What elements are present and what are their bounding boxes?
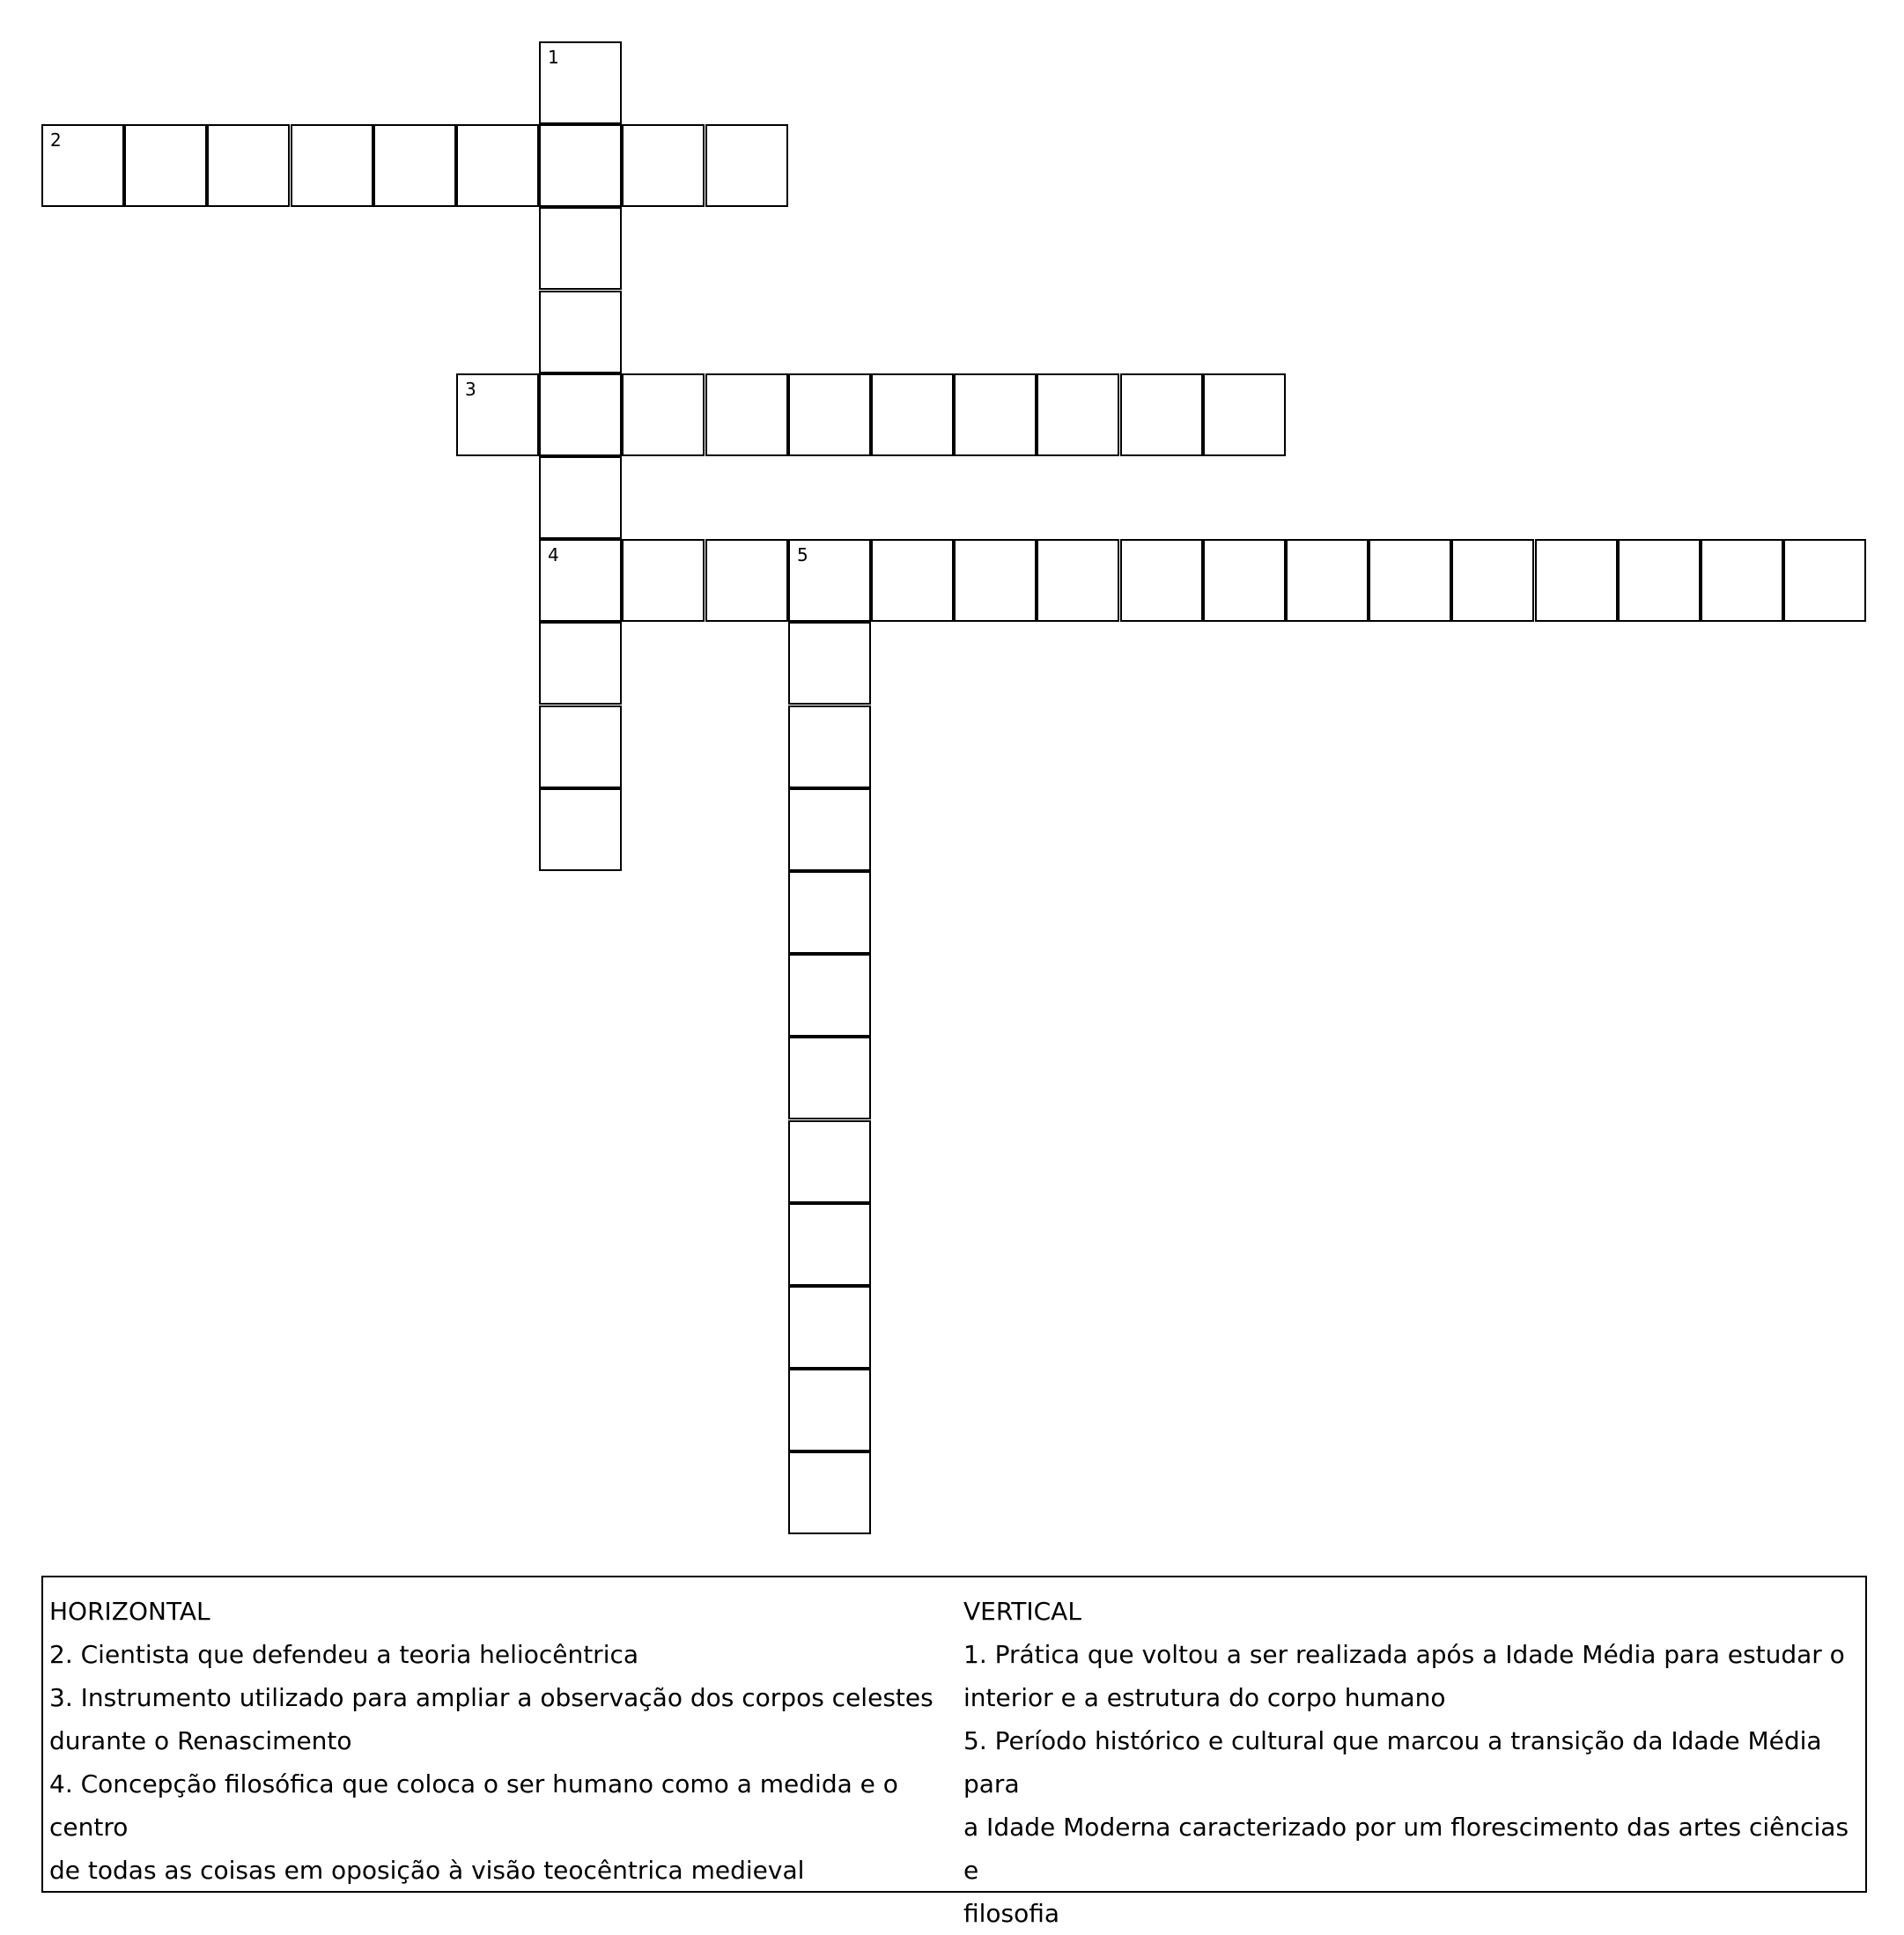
- crossword-cell[interactable]: [705, 124, 788, 207]
- crossword-cell[interactable]: [539, 373, 622, 456]
- crossword-cell[interactable]: [539, 539, 622, 622]
- vertical-clue-line: interior e a estrutura do corpo humano: [963, 1683, 1446, 1712]
- crossword-cell[interactable]: [539, 124, 622, 207]
- crossword-cell[interactable]: [1535, 539, 1618, 622]
- horizontal-clue-line: de todas as coisas em oposição à visão teocêntrica medieval: [49, 1856, 805, 1885]
- horizontal-heading: HORIZONTAL: [49, 1597, 210, 1626]
- crossword-cell[interactable]: [788, 1369, 871, 1451]
- crossword-cell[interactable]: [622, 124, 705, 207]
- crossword-cell[interactable]: [1286, 539, 1369, 622]
- crossword-cell[interactable]: [539, 41, 622, 124]
- crossword-cell[interactable]: [788, 1451, 871, 1534]
- horizontal-clues: [49, 1590, 948, 1892]
- clue-number: 4: [548, 544, 559, 565]
- horizontal-clue-line: 3. Instrumento utilizado para ampliar a observação dos corpos celestes: [49, 1683, 934, 1712]
- crossword-cell[interactable]: [622, 539, 705, 622]
- crossword-cell[interactable]: [1120, 539, 1203, 622]
- crossword-cell[interactable]: [788, 622, 871, 705]
- crossword-cell[interactable]: [871, 539, 954, 622]
- crossword-cell[interactable]: [788, 1037, 871, 1119]
- crossword-cell[interactable]: [788, 1203, 871, 1286]
- crossword-cell[interactable]: [539, 705, 622, 788]
- clues-box: [41, 1576, 1867, 1928]
- crossword-cell[interactable]: [788, 1120, 871, 1203]
- clue-number: 1: [548, 47, 559, 68]
- crossword-cell[interactable]: [539, 456, 622, 539]
- crossword-cell[interactable]: [207, 124, 290, 207]
- crossword-cell[interactable]: [1618, 539, 1701, 622]
- vertical-clue-line: 5. Período histórico e cultural que marcou a transição da Idade Média para: [963, 1726, 1822, 1798]
- crossword-cell[interactable]: [1037, 539, 1119, 622]
- clue-number: 2: [50, 129, 62, 151]
- horizontal-clue-line: durante o Renascimento: [49, 1726, 352, 1755]
- crossword-cell[interactable]: [539, 622, 622, 705]
- crossword-cell[interactable]: [788, 539, 871, 622]
- vertical-heading: VERTICAL: [963, 1597, 1081, 1626]
- crossword-cell[interactable]: [705, 539, 788, 622]
- crossword-cell[interactable]: [456, 124, 539, 207]
- crossword-cell[interactable]: [788, 373, 871, 456]
- crossword-cell[interactable]: [705, 373, 788, 456]
- crossword-cell[interactable]: [1783, 539, 1866, 622]
- clue-number: 3: [465, 379, 476, 400]
- vertical-clue-line: filosofia: [963, 1899, 1060, 1928]
- crossword-cell[interactable]: [622, 373, 705, 456]
- vertical-clue-line: a Idade Moderna caracterizado por um florescimento das artes ciências e: [963, 1813, 1849, 1885]
- crossword-cell[interactable]: [788, 871, 871, 954]
- crossword-cell[interactable]: [1203, 539, 1286, 622]
- clue-number: 5: [797, 544, 808, 565]
- crossword-cell[interactable]: [539, 207, 622, 290]
- crossword-cell[interactable]: [1369, 539, 1451, 622]
- vertical-clue-line: 1. Prática que voltou a ser realizada após a Idade Média para estudar o: [963, 1640, 1845, 1669]
- crossword-cell[interactable]: [954, 373, 1037, 456]
- crossword-cell[interactable]: [456, 373, 539, 456]
- horizontal-clue-line: 2. Cientista que defendeu a teoria heliocêntrica: [49, 1640, 639, 1669]
- crossword-cell[interactable]: [788, 705, 871, 788]
- vertical-clues: [963, 1590, 1862, 1935]
- crossword-cell[interactable]: [124, 124, 207, 207]
- crossword-cell[interactable]: [539, 788, 622, 871]
- crossword-cell[interactable]: [788, 1286, 871, 1369]
- crossword-cell[interactable]: [788, 788, 871, 871]
- crossword-cell[interactable]: [1120, 373, 1203, 456]
- crossword-cell[interactable]: [788, 954, 871, 1037]
- crossword-cell[interactable]: [1203, 373, 1286, 456]
- crossword-cell[interactable]: [373, 124, 456, 207]
- crossword-cell[interactable]: [1451, 539, 1534, 622]
- crossword-cell[interactable]: [1701, 539, 1783, 622]
- horizontal-clue-line: 4. Concepção filosófica que coloca o ser humano como a medida e o centro: [49, 1769, 898, 1842]
- crossword-cell[interactable]: [41, 124, 124, 207]
- crossword-cell[interactable]: [539, 291, 622, 373]
- crossword-cell[interactable]: [954, 539, 1037, 622]
- crossword-cell[interactable]: [1037, 373, 1119, 456]
- crossword-cell[interactable]: [871, 373, 954, 456]
- crossword-cell[interactable]: [291, 124, 373, 207]
